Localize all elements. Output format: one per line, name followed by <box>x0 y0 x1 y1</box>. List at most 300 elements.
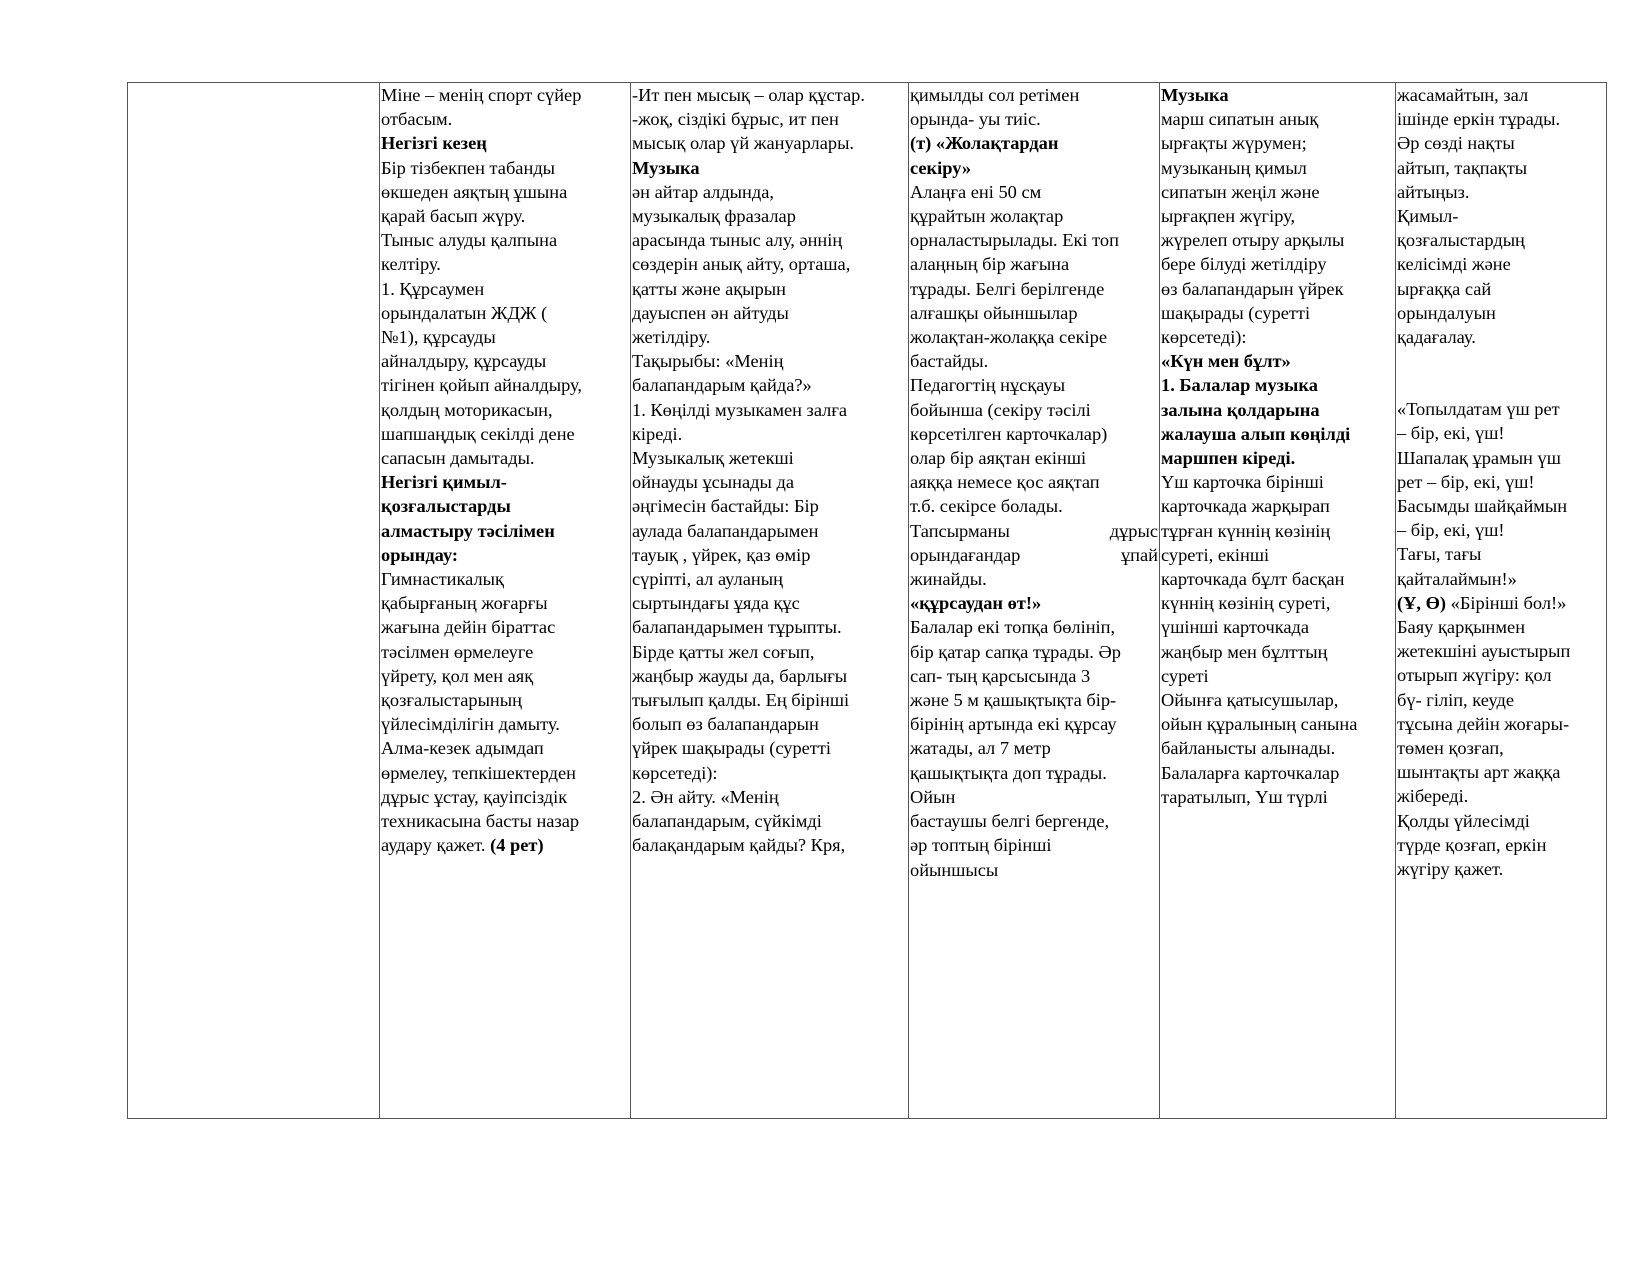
cell-text-line <box>381 809 629 833</box>
cell-text: – бір, екі, үш! <box>1397 520 1505 541</box>
cell-text-line <box>632 131 907 155</box>
cell-text: тігінен қойып айналдыру, <box>381 375 582 396</box>
cell-text-line <box>910 640 1158 664</box>
cell-text-line <box>1161 736 1394 760</box>
cell-text-line <box>1161 615 1394 639</box>
cell-text: жетілдіру. <box>632 327 711 348</box>
cell-text-line <box>632 373 907 397</box>
cell-text: өрмелеу, тепкішектерден <box>381 762 576 783</box>
cell-text: ән айтар алдында, <box>632 181 774 202</box>
cell-text-line <box>381 204 629 228</box>
cell-text-line <box>1397 156 1605 180</box>
cell-text: орындау: <box>381 544 459 565</box>
cell-text-line <box>632 712 907 736</box>
cell-text: Негізгі кезең <box>381 133 487 154</box>
cell-text-line <box>1397 663 1605 687</box>
cell-text-tail: «Бірінші бол!» <box>1446 592 1567 613</box>
cell-text-line <box>632 519 907 543</box>
cell-text: балапандарымен тұрыпты. <box>632 617 842 638</box>
cell-text-line <box>910 567 1158 591</box>
cell-text: төмен қозғап, <box>1397 738 1504 759</box>
cell-text: суреті, екінші <box>1161 544 1270 565</box>
cell-text-line <box>381 785 629 809</box>
cell-text-line <box>1161 591 1394 615</box>
cell-text-line <box>1397 809 1605 833</box>
cell-text: келісімді және <box>1397 254 1511 275</box>
cell-text-line <box>910 688 1158 712</box>
cell-text: қолдың моторикасын, <box>381 399 553 420</box>
cell-text-line <box>632 736 907 760</box>
cell-word: орындағандар <box>910 544 1021 565</box>
cell-text-line <box>910 204 1158 228</box>
cell-text: дұрыс ұстау, қауіпсіздік <box>381 786 568 807</box>
cell-text: Тағы, тағы <box>1397 544 1482 565</box>
cell-text-line <box>1397 591 1605 615</box>
cell-text: -жоқ, сіздікі бұрыс, ит пен <box>632 109 839 130</box>
cell-text-line <box>1161 228 1394 252</box>
cell-text-line <box>1397 446 1605 470</box>
cell-text-line <box>910 83 1158 107</box>
cell-text-line <box>632 615 907 639</box>
cell-text: Тақырыбы: «Менің <box>632 351 784 372</box>
cell-text: балапандарым қайда?» <box>632 375 812 396</box>
cell-text: Балалар екі топқа бөлініп, <box>910 617 1116 638</box>
cell-text: қашықтықта доп тұрады. <box>910 762 1107 783</box>
cell-text-line <box>1397 857 1605 881</box>
cell-text-line <box>632 204 907 228</box>
cell-text-line <box>1397 397 1605 421</box>
cell-text-line <box>910 228 1158 252</box>
cell-text-line <box>1397 252 1605 276</box>
cell-text-line <box>1397 494 1605 518</box>
cell-text: балапандарым, сүйкімді <box>632 811 822 832</box>
cell-text: шынтақты арт жаққа <box>1397 762 1561 783</box>
cell-text: сөздерін анық айту, орташа, <box>632 254 851 275</box>
column-1-cell <box>380 83 631 1119</box>
cell-text-line <box>910 107 1158 131</box>
cell-text-line <box>632 83 907 107</box>
cell-text-line <box>910 712 1158 736</box>
cell-text: алмастыру тәсілімен <box>381 520 555 541</box>
cell-text: мысық олар үй жануарлары. <box>632 133 855 154</box>
cell-text: жасамайтын, зал <box>1397 85 1529 105</box>
cell-text-line <box>910 301 1158 325</box>
cell-text-line <box>381 591 629 615</box>
cell-text-line <box>1161 83 1394 107</box>
cell-text-line <box>381 519 629 543</box>
cell-text-line <box>910 446 1158 470</box>
cell-text: бастаушы белгі бергенде, <box>910 811 1110 832</box>
cell-text-line <box>381 301 629 325</box>
cell-text-line <box>632 591 907 615</box>
cell-text: жатады, ал 7 метр <box>910 738 1051 759</box>
cell-text-line <box>1397 180 1605 204</box>
cell-word: ұпай <box>1120 544 1158 565</box>
cell-text: тұрған күннің көзінің <box>1161 520 1331 541</box>
cell-text: қимылды сол ретімен <box>910 85 1080 105</box>
cell-text: Қимыл- <box>1397 206 1459 227</box>
cell-text-line <box>381 277 629 301</box>
cell-text: айтып, тақпақты <box>1397 157 1528 178</box>
cell-text: сипатын жеңіл және <box>1161 181 1320 202</box>
cell-text: тәсілмен өрмелеуге <box>381 641 534 662</box>
cell-text: ойын құралының санына <box>1161 714 1358 735</box>
cell-text-line <box>910 131 1158 155</box>
cell-text-line <box>381 180 629 204</box>
cell-text: – бір, екі, үш! <box>1397 423 1505 444</box>
cell-text: отырып жүгіру: қол <box>1397 665 1552 686</box>
cell-text-line <box>910 398 1158 422</box>
cell-text-line <box>1161 761 1394 785</box>
cell-text-line <box>910 858 1158 882</box>
cell-text: марш сипатын анық <box>1161 109 1319 130</box>
cell-text-line <box>1161 325 1394 349</box>
cell-text: Міне – менің спорт сүйер <box>381 85 582 105</box>
cell-text: өкшеден аяқтың ұшына <box>381 181 568 202</box>
cell-text: әр топтың бірінші <box>910 835 1052 856</box>
cell-text-line <box>632 640 907 664</box>
cell-text: көрсетеді): <box>632 762 718 783</box>
cell-text: жүгіру қажет. <box>1397 859 1504 880</box>
cell-text-line <box>381 688 629 712</box>
cell-text: тығылып қалды. Ең бірінші <box>632 690 850 711</box>
cell-text: тұрады. Белгі берілгенде <box>910 278 1105 299</box>
cell-text: шапшаңдық секілді дене <box>381 423 575 444</box>
cell-text-line <box>632 422 907 446</box>
cell-text: сүріпті, ал ауланың <box>632 569 783 590</box>
cell-text-line <box>910 543 1158 567</box>
cell-text-line <box>1161 785 1394 809</box>
cell-text-line <box>381 470 629 494</box>
cell-text-line <box>1161 398 1394 422</box>
cell-text-line <box>1397 760 1605 784</box>
cell-text-line <box>910 664 1158 688</box>
cell-text-line <box>1397 277 1605 301</box>
cell-text-line <box>1161 688 1394 712</box>
cell-text: бере білуді жетілдіру <box>1161 254 1327 275</box>
cell-text: алаңның бір жағына <box>910 254 1070 275</box>
cell-text-line <box>910 349 1158 373</box>
cell-text-line <box>632 228 907 252</box>
column-5-cell <box>1396 83 1607 1119</box>
cell-text: (т) «Жолақтардан <box>910 133 1059 154</box>
cell-text: Алаңға ені 50 см <box>910 181 1042 202</box>
cell-text-line <box>381 712 629 736</box>
cell-text: айналдыру, құрсауды <box>381 351 547 372</box>
cell-text: әңгімесін бастайды: Бір <box>632 496 819 517</box>
cell-text-line <box>910 252 1158 276</box>
cell-word: дұрыс <box>1109 520 1158 541</box>
cell-text-line <box>910 761 1158 785</box>
cell-text-line <box>1161 494 1394 518</box>
cell-text-line <box>1397 421 1605 445</box>
cell-text-line <box>1161 204 1394 228</box>
cell-text-line <box>1161 349 1394 373</box>
cell-text-line <box>910 785 1158 809</box>
cell-text-line <box>1161 301 1394 325</box>
cell-text: рет – бір, екі, үш! <box>1397 471 1535 492</box>
column-3-cell <box>909 83 1160 1119</box>
cell-text: жинайды. <box>910 569 987 590</box>
cell-text-line <box>632 156 907 180</box>
cell-text: күннің көзінің суреті, <box>1161 593 1331 614</box>
column-2-cell <box>631 83 909 1119</box>
cell-text: қабырғаның жоғарғы <box>381 593 548 614</box>
plan-table <box>127 82 1607 1119</box>
cell-text: және 5 м қашықтықта бір- <box>910 690 1117 711</box>
cell-text: т.б. секірсе болады. <box>910 496 1063 517</box>
cell-text-line <box>632 494 907 518</box>
cell-text-line <box>910 277 1158 301</box>
cell-text: суреті <box>1161 665 1209 686</box>
cell-text: ырғақпен жүгіру, <box>1161 206 1296 227</box>
cell-text: Негізгі қимыл- <box>381 472 507 493</box>
cell-text-line <box>1161 519 1394 543</box>
cell-text-line <box>632 833 907 857</box>
column-4-cell <box>1160 83 1396 1119</box>
cell-text: бір қатар сапқа тұрады. Әр <box>910 641 1121 662</box>
cell-text-line <box>381 761 629 785</box>
cell-text-line <box>632 398 907 422</box>
cell-text: ішінде еркін тұрады. <box>1397 109 1561 130</box>
cell-text-line <box>381 833 629 857</box>
cell-word: Тапсырманы <box>910 520 1010 541</box>
cell-text: сап- тың қарсысында 3 <box>910 665 1091 686</box>
cell-text: алғашқы ойыншылар <box>910 302 1078 323</box>
cell-text-line <box>1397 83 1605 107</box>
cell-text: ырғақты жүрумен; <box>1161 133 1307 154</box>
cell-text: аудару қажет. <box>381 835 486 856</box>
cell-text-line <box>632 180 907 204</box>
cell-text: 1. Көңілді музыкамен залға <box>632 399 848 420</box>
cell-text: секіру» <box>910 157 972 178</box>
cell-text-line <box>1397 228 1605 252</box>
cell-text-line <box>1397 470 1605 494</box>
cell-text-line <box>381 422 629 446</box>
cell-text-line <box>1397 542 1605 566</box>
cell-text: Үш карточка бірінші <box>1161 472 1324 493</box>
cell-text: «Топылдатам үш рет <box>1397 399 1560 420</box>
cell-text-line <box>632 567 907 591</box>
cell-text: карточкада жарқырап <box>1161 496 1330 517</box>
cell-text: жалауша алып көңілді <box>1161 423 1351 444</box>
cell-text-line <box>1397 712 1605 736</box>
cell-text: музыканың қимыл <box>1161 157 1307 178</box>
cell-text-line <box>381 228 629 252</box>
cell-text-line <box>1397 204 1605 228</box>
cell-text: Педагогтің нұсқауы <box>910 375 1066 396</box>
cell-text-line <box>910 156 1158 180</box>
cell-text-line <box>381 615 629 639</box>
cell-text-line <box>1397 107 1605 131</box>
cell-text: жетекшіні ауыстырып <box>1397 641 1571 662</box>
cell-text-line <box>910 180 1158 204</box>
cell-text: үйрек шақырады (суретті <box>632 738 831 759</box>
cell-text-line <box>381 349 629 373</box>
cell-text-line <box>1397 688 1605 712</box>
cell-text-line <box>1397 784 1605 808</box>
cell-text: кіреді. <box>632 423 683 444</box>
cell-text-line <box>1161 470 1394 494</box>
cell-text: музыкалық фразалар <box>632 206 796 227</box>
cell-text-line <box>1161 446 1394 470</box>
cell-text: маршпен кіреді. <box>1161 448 1296 469</box>
cell-text-line <box>632 664 907 688</box>
cell-text: қозғалыстарды <box>381 496 511 517</box>
cell-text: -Ит пен мысық – олар құстар. <box>632 85 865 105</box>
cell-text: Қолды үйлесімді <box>1397 810 1530 831</box>
cell-text: қарай басып жүру. <box>381 206 526 227</box>
cell-text-line <box>1161 252 1394 276</box>
cell-text-line <box>1397 518 1605 542</box>
cell-text-line <box>910 591 1158 615</box>
cell-text-line <box>632 470 907 494</box>
cell-text-line <box>1161 156 1394 180</box>
cell-text: жібереді. <box>1397 786 1469 807</box>
cell-text: Алма-кезек адымдап <box>381 738 544 759</box>
cell-text: көрсетеді): <box>1161 327 1247 348</box>
cell-text-line <box>381 252 629 276</box>
cell-text: орындалатын ЖДЖ ( <box>381 302 548 323</box>
cell-text-line <box>632 252 907 276</box>
cell-text-line <box>632 301 907 325</box>
cell-text: жаңбыр мен бұлттың <box>1161 641 1328 662</box>
cell-text: ырғаққа сай <box>1397 278 1492 299</box>
cell-text: құрайтын жолақтар <box>910 206 1064 227</box>
cell-text: таратылып, Үш түрлі <box>1161 786 1328 807</box>
cell-text-line <box>381 736 629 760</box>
cell-text: Бір тізбекпен табанды <box>381 157 556 178</box>
cell-text-line <box>1161 131 1394 155</box>
cell-text-line <box>1161 180 1394 204</box>
cell-text: Музыка <box>632 157 700 178</box>
cell-text-line <box>381 325 629 349</box>
cell-text-tail: (4 рет) <box>485 835 544 856</box>
cell-text: қозғалыстардың <box>1397 230 1525 251</box>
cell-text-line <box>1161 664 1394 688</box>
cell-text: «құрсаудан өт!» <box>910 593 1042 614</box>
cell-text: «Күн мен бұлт» <box>1161 351 1291 372</box>
cell-text: 1. Құрсаумен <box>381 278 485 299</box>
cell-text-line <box>632 446 907 470</box>
cell-text-line <box>632 543 907 567</box>
cell-text: ойыншысы <box>910 859 999 880</box>
cell-text-line <box>910 470 1158 494</box>
cell-text: Баяу қарқынмен <box>1397 617 1526 638</box>
cell-text: үйрету, қол мен аяқ <box>381 665 534 686</box>
cell-text: карточкада бұлт басқан <box>1161 569 1345 590</box>
cell-text: жүрелеп отыру арқылы <box>1161 230 1345 251</box>
cell-text: жағына дейін біраттас <box>381 617 556 638</box>
cell-text: отбасым. <box>381 109 453 130</box>
cell-text: орналастырылады. Екі топ <box>910 230 1119 251</box>
cell-text-line <box>381 567 629 591</box>
cell-text: ойнауды ұсынады да <box>632 472 795 493</box>
cell-text-line <box>910 736 1158 760</box>
cell-text: арасында тыныс алу, әннің <box>632 230 843 251</box>
cell-text: жаңбыр жауды да, барлығы <box>632 665 848 686</box>
cell-text: Музыка <box>1161 85 1229 105</box>
cell-text-line <box>910 373 1158 397</box>
cell-text-line <box>910 809 1158 833</box>
cell-text: тауық , үйрек, қаз өмір <box>632 544 811 565</box>
cell-text: өз балапандарын үйрек <box>1161 278 1344 299</box>
cell-text-line <box>632 809 907 833</box>
cell-text: айтыңыз. <box>1397 181 1470 202</box>
column-0-cell <box>128 83 380 1119</box>
cell-text: үшінші карточкада <box>1161 617 1310 638</box>
cell-text-line <box>632 785 907 809</box>
cell-text-line <box>1397 349 1605 373</box>
cell-text-line <box>632 349 907 373</box>
cell-text-line <box>910 494 1158 518</box>
cell-text: сыртындағы ұяда құс <box>632 593 800 614</box>
cell-text-line <box>1397 325 1605 349</box>
cell-text: сапасын дамытады. <box>381 448 535 469</box>
cell-text: орында- уы тиіс. <box>910 109 1041 130</box>
cell-text: көрсетілген карточкалар) <box>910 423 1108 444</box>
cell-text-line <box>910 615 1158 639</box>
cell-text-line <box>1397 639 1605 663</box>
cell-text-line <box>1397 833 1605 857</box>
cell-text-line <box>1397 131 1605 155</box>
cell-text-line <box>1397 615 1605 639</box>
cell-text: бастайды. <box>910 351 989 372</box>
cell-text: Шапалақ ұрамын үш <box>1397 447 1561 468</box>
table-row <box>128 83 1607 1119</box>
cell-text-line <box>632 688 907 712</box>
cell-text: балақандарым қайды? Кря, <box>632 835 846 856</box>
cell-text-line <box>632 325 907 349</box>
cell-text: (Ұ, Ө) <box>1397 592 1447 613</box>
cell-text-line <box>381 543 629 567</box>
cell-text: қатты және ақырын <box>632 278 786 299</box>
cell-text: 2. Ән айту. «Менің <box>632 786 779 807</box>
cell-text-line <box>910 325 1158 349</box>
cell-text-line <box>910 422 1158 446</box>
cell-text: шақырады (суретті <box>1161 302 1311 323</box>
cell-text: Гимнастикалық <box>381 569 504 590</box>
cell-text-line <box>1161 422 1394 446</box>
cell-text-line <box>1161 107 1394 131</box>
cell-text: залына қолдарына <box>1161 399 1320 420</box>
cell-text: 1. Балалар музыка <box>1161 375 1318 396</box>
cell-text-line <box>381 398 629 422</box>
cell-text: түрде қозғап, еркін <box>1397 834 1547 855</box>
cell-text: техникасына басты назар <box>381 811 580 832</box>
cell-text-line <box>381 446 629 470</box>
cell-text-line <box>381 664 629 688</box>
cell-text: жолақтан-жолаққа секіре <box>910 327 1107 348</box>
cell-text-line <box>1397 373 1605 397</box>
cell-text: келтіру. <box>381 254 441 275</box>
cell-text-line <box>1161 543 1394 567</box>
cell-text-line <box>632 761 907 785</box>
cell-text-line <box>632 107 907 131</box>
cell-text: байланысты алынады. <box>1161 738 1336 759</box>
cell-text-line <box>1397 567 1605 591</box>
cell-text: Басымды шайқаймын <box>1397 496 1568 517</box>
cell-text-line <box>1397 736 1605 760</box>
cell-text-line <box>381 494 629 518</box>
cell-text: аяққа немесе қос аяқтап <box>910 472 1100 493</box>
cell-text-line <box>1161 373 1394 397</box>
cell-text: аулада балапандарымен <box>632 520 819 541</box>
cell-text: бойынша (секіру тәсілі <box>910 399 1091 420</box>
cell-text-line <box>381 373 629 397</box>
cell-text: қайталаймын!» <box>1397 568 1517 589</box>
cell-text-line <box>1161 640 1394 664</box>
